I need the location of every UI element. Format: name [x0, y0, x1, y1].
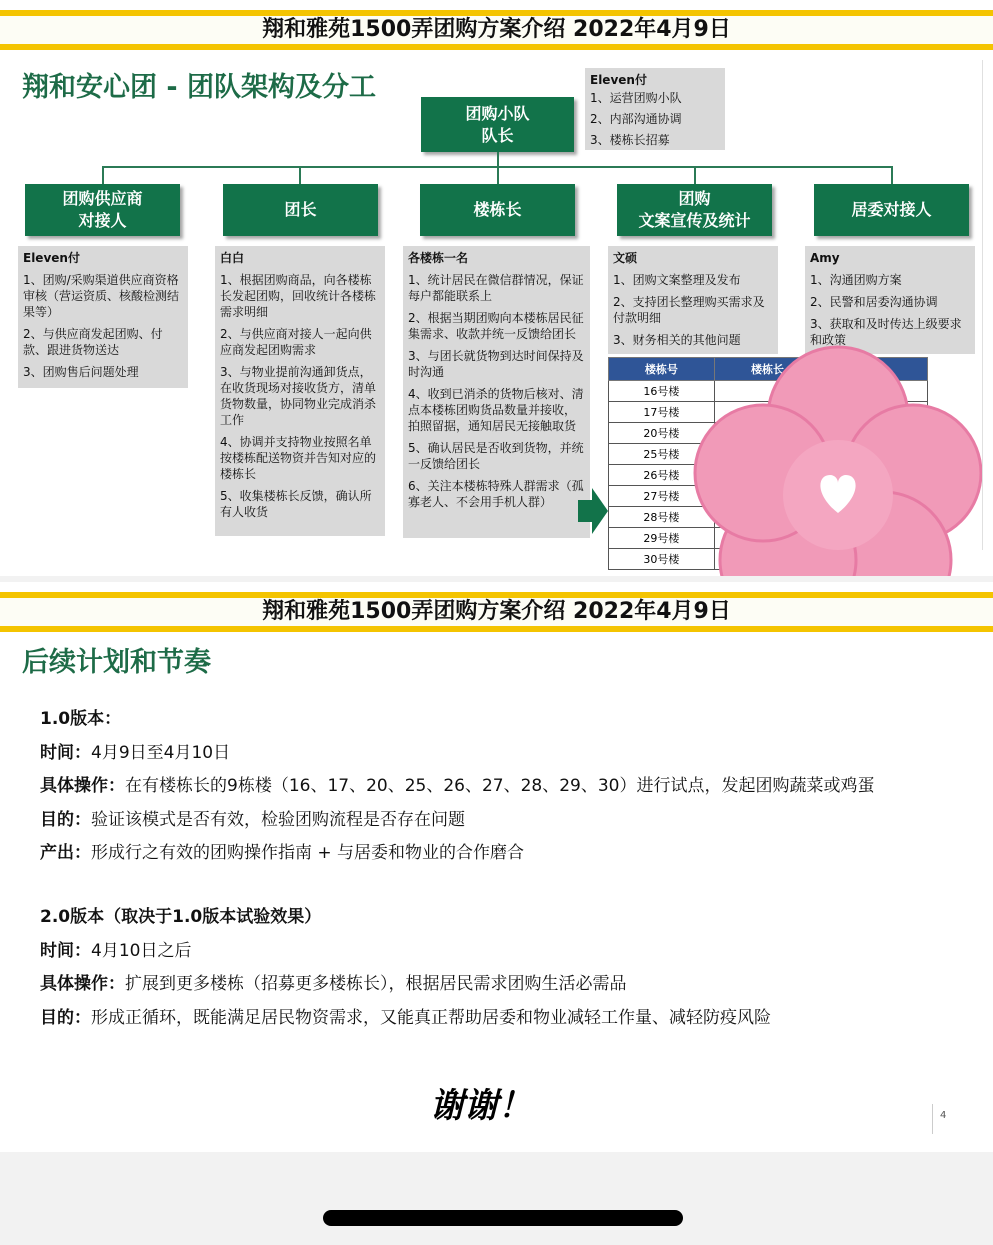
- plan-v2-time: 时间：4月10日之后: [40, 940, 192, 961]
- role-detail-item: 4、收到已消杀的货物后核对、清点本楼栋团购货品数量并接收，拍照留据，通知居民无接触取货: [408, 387, 584, 433]
- connector-line: [694, 166, 696, 184]
- role-box-copywriting: [617, 184, 772, 236]
- role-box-supplier: [25, 184, 180, 236]
- role-detail-item: 3、与物业提前沟通卸货点，在收货现场对接收货方，清单货物数量，协同物业完成消杀工作: [220, 365, 377, 427]
- plan-v2-goal: 目的：形成正循环，既能满足居民物资需求，又能真正帮助居委和物业减轻工作量、减轻防疫风险: [40, 1007, 771, 1028]
- role-detail-item: 1、团购文案整理及发布: [613, 273, 741, 287]
- divider: [932, 1104, 933, 1134]
- role-detail-item: 3、财务相关的其他问题: [613, 333, 741, 347]
- role-detail-item: 4、协调并支持物业按照名单按楼栋配送物资并告知对应的楼栋长: [220, 435, 377, 481]
- role-box-leader: [223, 184, 378, 236]
- role-detail-header: 各楼栋一名: [408, 251, 469, 265]
- leader-box: [421, 97, 574, 152]
- role-box-building: [420, 184, 575, 236]
- table-cell: 29号楼: [609, 528, 715, 549]
- table-cell: 27号楼: [609, 486, 715, 507]
- role-detail-leader: [215, 246, 385, 536]
- role-detail-item: 1、沟通团购方案: [810, 273, 902, 287]
- table-cell: 28号楼: [609, 507, 715, 528]
- slide-org-chart: [0, 0, 993, 576]
- role-detail-item: 6、关注本楼栋特殊人群需求（孤寡老人、不会用手机人群）: [408, 479, 584, 509]
- role-label-line: 楼栋长: [473, 200, 522, 219]
- connector-line: [299, 166, 301, 184]
- banner: [0, 10, 993, 50]
- role-detail-item: 2、支持团长整理购买需求及付款明细: [613, 295, 765, 325]
- plan-title: 后续计划和节奏: [22, 647, 211, 678]
- leader-note-header: Eleven付: [590, 73, 647, 87]
- table-cell: 17号楼: [609, 402, 715, 423]
- role-detail-header: Eleven付: [23, 251, 80, 265]
- plan-v1-heading: 1.0版本：: [40, 709, 122, 729]
- page-number: 4: [940, 1110, 947, 1121]
- connector-line: [102, 166, 104, 184]
- role-detail-item: 5、收集楼栋长反馈，确认所有人收货: [220, 489, 372, 519]
- banner-title: 翔和雅苑1500弄团购方案介绍 2022年4月9日: [0, 16, 993, 44]
- role-detail-item: 3、与团长就货物到达时间保持及时沟通: [408, 349, 584, 379]
- home-indicator[interactable]: [323, 1210, 683, 1226]
- thanks-text: 谢谢！: [430, 1086, 532, 1126]
- banner: [0, 592, 993, 632]
- role-detail-committee: [805, 246, 975, 354]
- leader-note-item: 2、内部沟通协调: [590, 112, 682, 126]
- table-cell: 16号楼: [609, 381, 715, 402]
- leader-note-item: 1、运营团购小队: [590, 91, 682, 105]
- plan-v1: [40, 703, 875, 871]
- table-header-cell: 楼栋号: [609, 358, 715, 381]
- role-detail-item: 1、根据团购商品，向各楼栋长发起团购，回收统计各楼栋需求明细: [220, 273, 377, 319]
- leader-note: [585, 68, 725, 150]
- leader-label-line2: 队长: [481, 125, 514, 145]
- role-box-committee: [814, 184, 969, 236]
- connector-line: [497, 152, 499, 167]
- table-cell: 30号楼: [609, 549, 715, 570]
- role-label-line: 对接人: [78, 211, 127, 230]
- role-label-line: 团购供应商: [62, 189, 143, 208]
- role-detail-building: [403, 246, 590, 538]
- role-detail-item: 2、与供应商对接人一起向供应商发起团购需求: [220, 327, 372, 357]
- plan-v1-output: 产出：形成行之有效的团购操作指南 + 与居委和物业的合作磨合: [40, 843, 525, 863]
- connector-line: [497, 166, 499, 184]
- divider: [982, 60, 983, 550]
- table-cell: 25号楼: [609, 444, 715, 465]
- table-cell: 26号楼: [609, 465, 715, 486]
- plan-v2-heading: 2.0版本（取决于1.0版本试验效果）: [40, 907, 322, 927]
- role-detail-item: 1、团购/采购渠道供应商资格审核（营运资质、核酸检测结果等）: [23, 273, 180, 319]
- role-label-line: 文案宣传及统计: [638, 211, 751, 230]
- plan-v1-goal: 目的：验证该模式是否有效，检验团购流程是否存在问题: [40, 809, 465, 830]
- plan-v1-time: 时间：4月9日至4月10日: [40, 742, 231, 763]
- table-cell: 20号楼: [609, 423, 715, 444]
- role-detail-supplier: [18, 246, 188, 388]
- role-detail-item: 2、与供应商发起团购、付款、跟进货物送达: [23, 327, 163, 357]
- arrow-right-icon: [578, 488, 608, 534]
- role-detail-copywriting: [608, 246, 778, 354]
- role-detail-item: 1、统计居民在微信群情况，保证每户都能联系上: [408, 273, 584, 303]
- role-detail-header: 白白: [220, 251, 245, 265]
- role-detail-header: 文硕: [613, 251, 638, 265]
- role-detail-header: Amy: [810, 251, 840, 265]
- role-detail-item: 5、确认居民是否收到货物，并统一反馈给团长: [408, 441, 584, 471]
- role-label-line: 团长: [284, 200, 317, 219]
- org-title: 翔和安心团 - 团队架构及分工: [22, 72, 377, 103]
- slide-plan: [0, 582, 993, 1152]
- flower-sticker-icon: [693, 345, 983, 576]
- connector-line: [891, 166, 893, 184]
- role-label-line: 居委对接人: [851, 200, 932, 219]
- plan-v2-operation: 具体操作：扩展到更多楼栋（招募更多楼栋长），根据居民需求团购生活必需品: [40, 974, 627, 994]
- leader-note-item: 3、楼栋长招募: [590, 133, 670, 147]
- plan-v1-operation: 具体操作：在有楼栋长的9栋楼（16、17、20、25、26、27、28、29、30）进行试点，发起团购蔬菜或鸡蛋: [40, 776, 875, 796]
- leader-label-line1: 团购小队: [465, 103, 530, 123]
- role-label-line: 团购: [678, 189, 711, 208]
- plan-v2: [40, 901, 771, 1035]
- role-detail-item: 3、获取和及时传达上级要求和政策: [810, 317, 962, 347]
- table-header-cell: 楼栋长: [714, 358, 821, 381]
- banner-title: 翔和雅苑1500弄团购方案介绍 2022年4月9日: [0, 598, 993, 626]
- role-detail-item: 2、民警和居委沟通协调: [810, 295, 938, 309]
- role-detail-item: 2、根据当期团购向本楼栋居民征集需求、收款并统一反馈给团长: [408, 311, 584, 341]
- role-detail-item: 3、团购售后问题处理: [23, 365, 139, 379]
